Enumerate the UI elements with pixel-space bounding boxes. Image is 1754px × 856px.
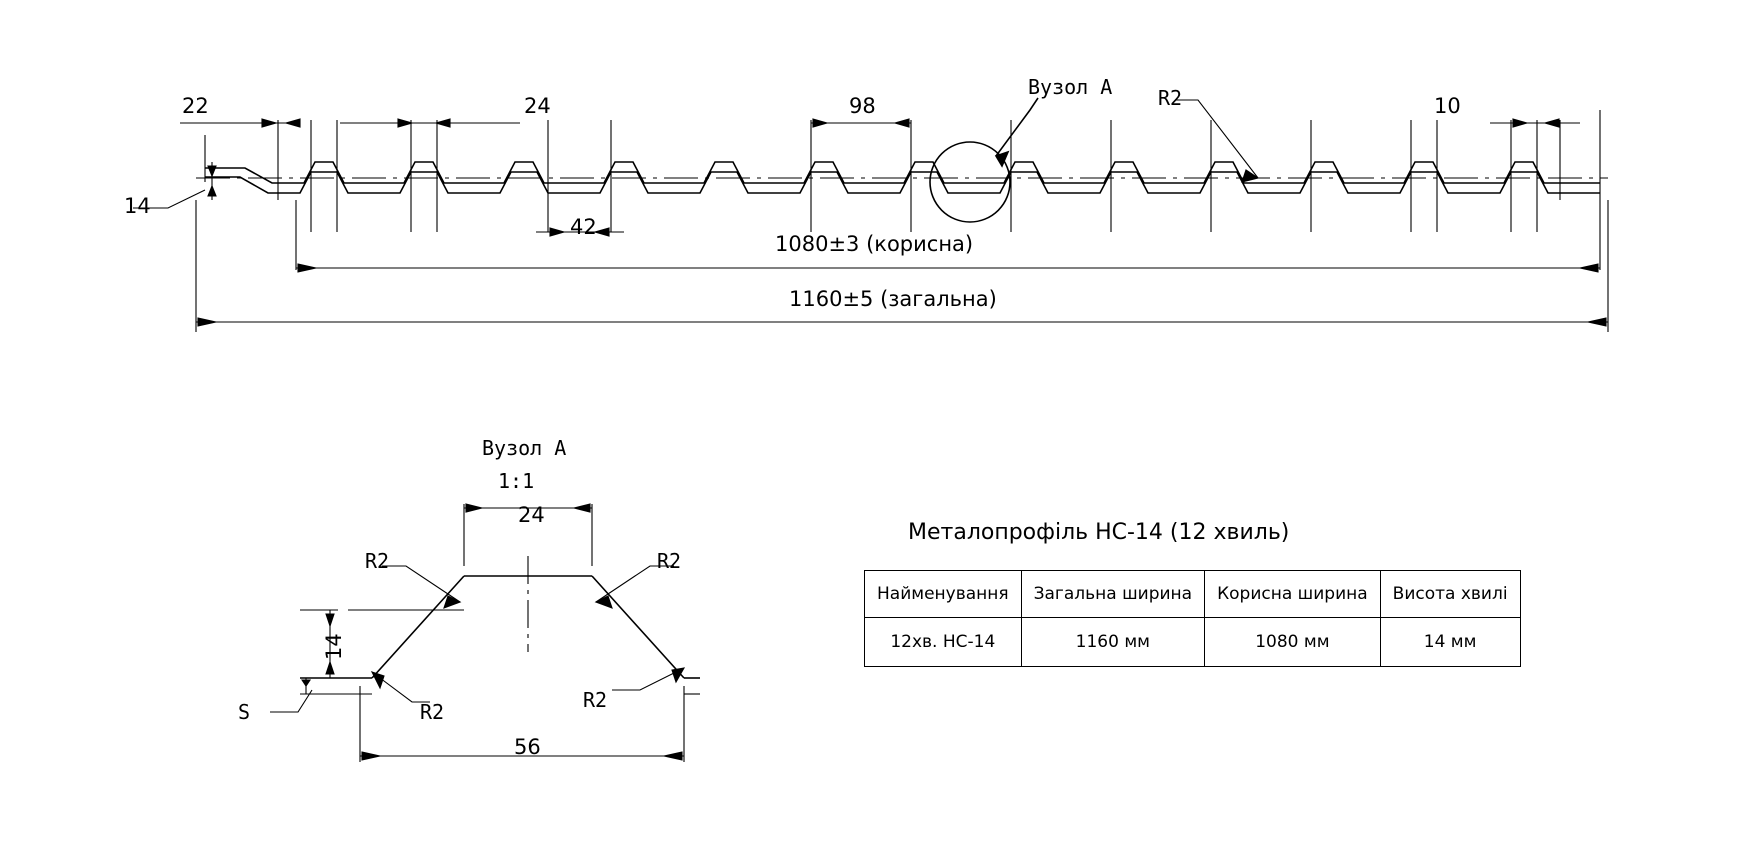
detail-thickness-leader — [270, 678, 312, 712]
table-cell: 1080 мм — [1205, 618, 1381, 667]
dim-label-total-width: 1160±5 (загальна) — [789, 287, 997, 311]
detail-thickness-label: S — [238, 700, 251, 724]
table-header-cell: Корисна ширина — [1205, 571, 1381, 618]
dim-label-profile-height: 14 — [124, 194, 151, 218]
table-cell: 12хв. НС-14 — [865, 618, 1022, 667]
dim-label-pitch: 98 — [849, 94, 876, 118]
table-header-cell: Загальна ширина — [1021, 571, 1204, 618]
detail-callout-label: Вузол A — [1028, 75, 1113, 99]
dim-label-valley: 42 — [570, 215, 597, 239]
dim-label-rib-top: 24 — [524, 94, 551, 118]
dim-label-edge-right: 10 — [1434, 94, 1461, 118]
table-caption: Металопрофіль НС-14 (12 хвиль) — [908, 520, 1290, 545]
dim-rib-top — [340, 119, 520, 127]
detail-view-title: Вузол A — [482, 436, 567, 460]
dim-label-edge-left: 22 — [182, 94, 209, 118]
detail-extension-lines — [360, 504, 684, 762]
detail-dim-label-height: 14 — [322, 633, 346, 660]
dim-label-radius-profile: R2 — [1158, 86, 1183, 110]
table-row — [865, 618, 1521, 667]
table-header-cell: Найменування — [865, 571, 1022, 618]
dim-label-useful-width: 1080±3 (корисна) — [775, 232, 974, 256]
dim-pitch — [811, 119, 911, 127]
dim-edge-left — [180, 119, 300, 127]
detail-radius-label-bottom-right: R2 — [583, 688, 608, 712]
detail-view-scale: 1:1 — [498, 469, 535, 493]
dim-total-width — [196, 200, 1608, 332]
detail-dim-label-top: 24 — [518, 503, 545, 527]
table-cell: 1160 мм — [1021, 618, 1204, 667]
table-cell: 14 мм — [1380, 618, 1520, 667]
detail-radius-label-top-right: R2 — [657, 549, 682, 573]
spec-table — [864, 570, 1521, 667]
detail-circle-callout — [930, 98, 1038, 222]
table-header-row — [865, 571, 1521, 618]
dim-useful-width — [296, 264, 1600, 272]
detail-radius-label-top-left: R2 — [365, 549, 390, 573]
r2-leader-profile — [1175, 100, 1258, 182]
detail-radius-label-bottom-left: R2 — [420, 700, 445, 724]
detail-view-outline — [300, 576, 700, 694]
detail-dim-label-bottom: 56 — [514, 735, 541, 759]
dim-edge-right — [1490, 119, 1580, 127]
table-header-cell: Висота хвилі — [1380, 571, 1520, 618]
